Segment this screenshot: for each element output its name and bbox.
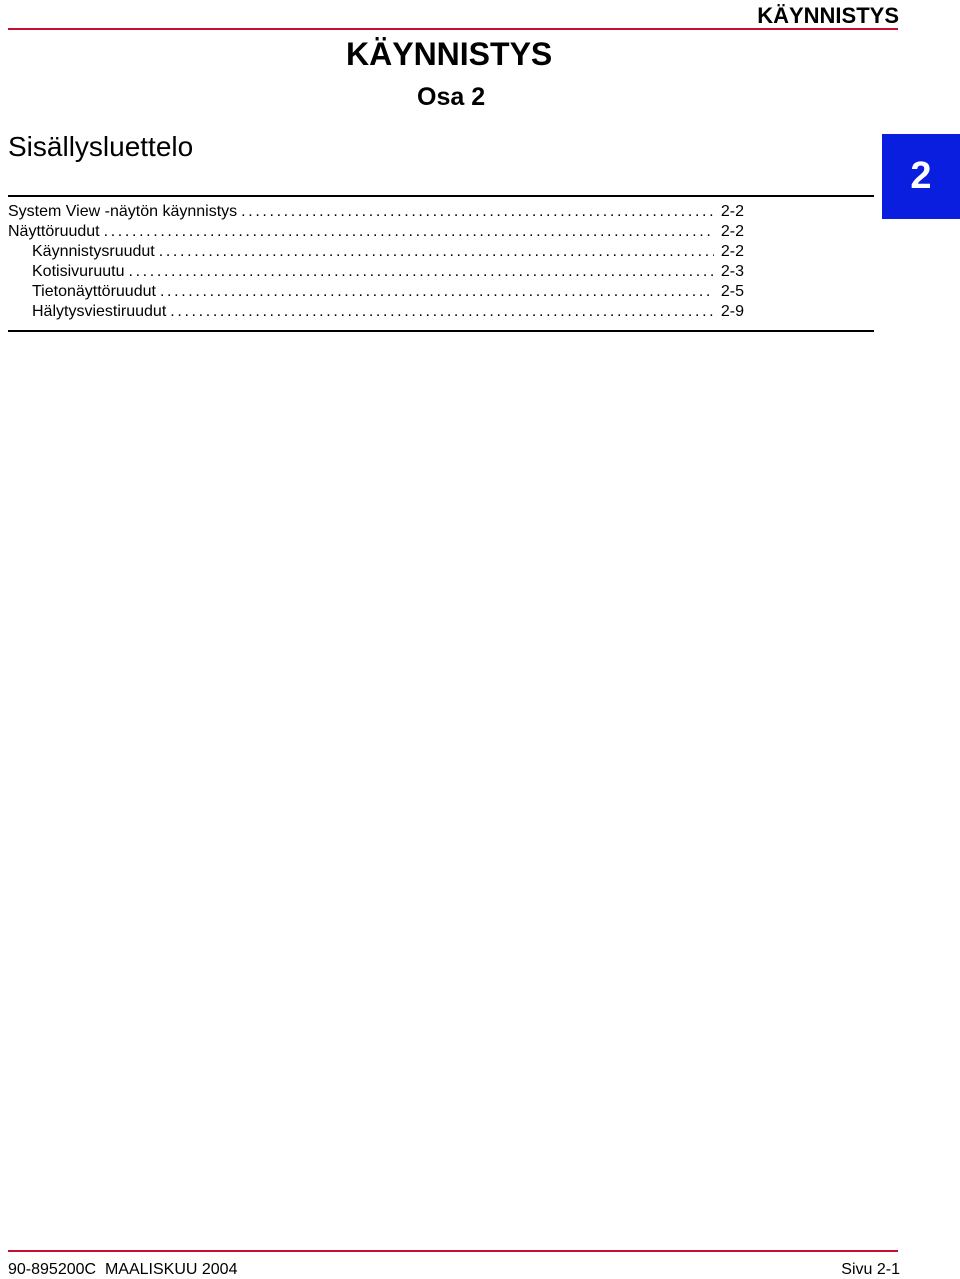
toc-entry-label: Käynnistysruudut <box>32 243 155 260</box>
toc-dot-leader <box>159 242 714 262</box>
toc-entry-page: 2-2 <box>720 243 744 260</box>
footer-page-number: Sivu 2-1 <box>841 1261 900 1278</box>
toc-entry[interactable] <box>8 222 744 242</box>
toc-entry[interactable] <box>8 242 744 262</box>
toc-list <box>8 202 744 322</box>
chapter-tab <box>882 134 960 219</box>
toc-entry-page: 2-3 <box>720 263 744 280</box>
toc-entry-page: 2-9 <box>720 303 744 320</box>
toc-entry-page: 2-5 <box>720 283 744 300</box>
toc-entry-label: Hälytysviestiruudut <box>32 303 167 320</box>
toc-entry[interactable] <box>8 262 744 282</box>
toc-dot-leader <box>241 202 714 222</box>
running-header-title: KÄYNNISTYS <box>757 3 899 28</box>
toc-entry[interactable] <box>8 202 744 222</box>
section-part: Osa 2 <box>417 83 486 111</box>
toc-dot-leader <box>160 282 714 302</box>
toc-entry[interactable] <box>8 282 744 302</box>
toc-entry-label: Kotisivuruutu <box>32 263 125 280</box>
toc-heading: Sisällysluettelo <box>8 131 194 162</box>
toc-entry-label: Tietonäyttöruudut <box>32 283 156 300</box>
toc-bottom-rule <box>8 330 874 332</box>
toc-dot-leader <box>170 302 714 322</box>
chapter-tab-number: 2 <box>910 155 932 197</box>
toc-entry-label: Näyttöruudut <box>8 223 100 240</box>
toc-entry-page: 2-2 <box>720 223 744 240</box>
footer-rule <box>8 1250 898 1252</box>
toc-entry-page: 2-2 <box>720 203 744 220</box>
toc-top-rule <box>8 195 874 197</box>
toc-dot-leader <box>129 262 715 282</box>
section-title: KÄYNNISTYS <box>346 36 553 72</box>
header-rule <box>8 28 898 30</box>
footer-doc-id: 90-895200C MAALISKUU 2004 <box>8 1261 238 1278</box>
toc-dot-leader <box>104 222 714 242</box>
toc-entry-label: System View -näytön käynnistys <box>8 203 238 220</box>
toc-entry[interactable] <box>8 302 744 322</box>
